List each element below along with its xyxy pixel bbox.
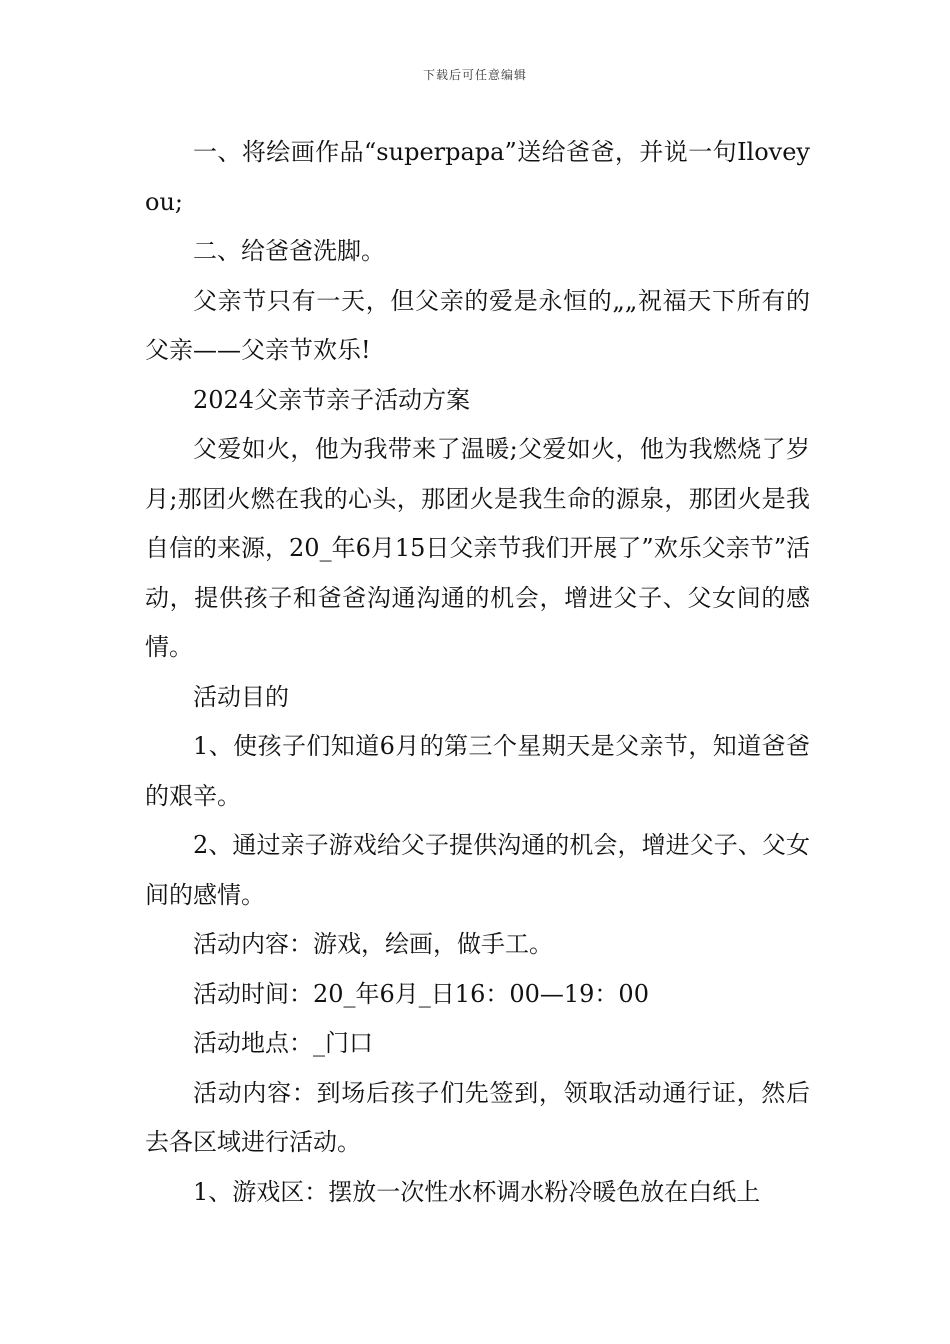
paragraph-activity-process: 活动内容：到场后孩子们先签到，领取活动通行证，然后去各区域进行活动。	[145, 1078, 810, 1156]
paragraph-fathers-day-blessing: 父亲节只有一天，但父亲的爱是永恒的„„祝福天下所有的父亲——父亲节欢乐!	[145, 286, 810, 364]
paragraph-activity-time: 活动时间：20_年6月_日16：00—19：00	[193, 979, 649, 1008]
page-header: 下载后可任意编辑	[422, 68, 527, 82]
paragraph-activity-location: 活动地点：_门口	[193, 1029, 373, 1057]
paragraph-introduction: 父爱如火，他为我带来了温暖;父爱如火，他为我燃烧了岁月;那团火燃在我的心头，那团火是我生命的源泉，那团火是我自信的来源，20_年6月15日父亲节我们开展了”欢乐父亲节”活动，提供孩子和爸爸沟通沟通的机会，增进父子、父女间的感情。	[145, 435, 810, 661]
section-title-activity-goal: 活动目的	[193, 682, 289, 711]
paragraph-game-area: 1、游戏区：摆放一次性水杯调水粉冷暖色放在白纸上	[193, 1177, 761, 1206]
paragraph-gift-drawing: 一、将绘画作品“superpapa”送给爸爸，并说一句Iloveyou;	[145, 138, 810, 216]
paragraph-wash-feet: 二、给爸爸洗脚。	[193, 237, 385, 265]
paragraph-activity-content: 活动内容：游戏，绘画，做手工。	[193, 930, 553, 958]
section-title-activity-plan: 2024父亲节亲子活动方案	[193, 385, 471, 414]
document-body	[145, 128, 810, 1217]
paragraph-goal-2: 2、通过亲子游戏给父子提供沟通的机会，增进父子、父女间的感情。	[145, 831, 810, 909]
paragraph-goal-1: 1、使孩子们知道6月的第三个星期天是父亲节，知道爸爸的艰辛。	[145, 732, 810, 810]
